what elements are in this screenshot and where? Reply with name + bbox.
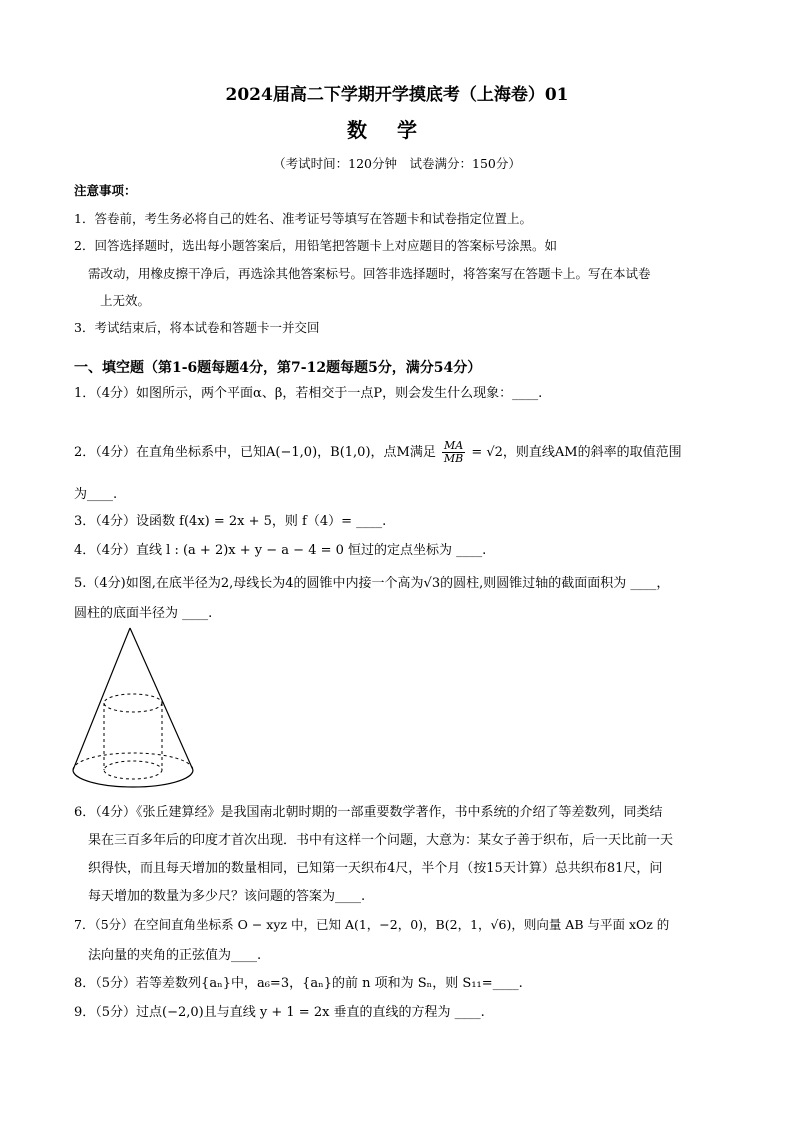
question-5-line1: 5.（4分)如图,在底半径为2,母线长为4的圆锥中内接一个高为√3的圆柱,则圆锥过轴的截面面积为 ____，	[74, 576, 670, 591]
cone-right-edge	[130, 628, 193, 770]
question-2-line2: 为____.	[74, 487, 118, 502]
subject-title: 数学	[347, 118, 447, 142]
fraction-denominator: MB	[443, 452, 464, 465]
note-item-2b: 需改动，用橡皮擦干净后，再选涂其他答案标号。回答非选择题时，将答案写在答题卡上。写在本试卷	[88, 266, 651, 281]
notes-heading: 注意事项：	[74, 183, 137, 198]
question-6-line3: 织得快，而且每天增加的数量相同，已知第一天织布4尺，半个月（按15天计算）总共织布81尺，问	[88, 861, 663, 876]
note-item-1: 1．答卷前，考生务必将自己的姓名、准考证号等填写在答题卡和试卷指定位置上。	[74, 211, 532, 226]
note-item-3: 3．考试结束后，将本试卷和答题卡一并交回	[74, 320, 320, 335]
cone-cylinder-figure	[68, 622, 208, 792]
question-1: 1．（4分）如图所示，两个平面α、β，若相交于一点P，则会发生什么现象：____.	[74, 386, 543, 401]
note-item-2a: 2．回答选择题时，选出每小题答案后，用铅笔把答题卡上对应题目的答案标号涂黑。如	[74, 238, 557, 253]
question-2-suffix: = √2，则直线AM的斜率的取值范围	[471, 445, 682, 460]
question-6-line4: 每天增加的数量为多少尺？该问题的答案为____.	[88, 889, 366, 904]
question-4: 4．（4分）直线 l : (a + 2)x + y − a − 4 = 0 恒过的定点坐标为 ____.	[74, 543, 487, 558]
question-8: 8．（5分）若等差数列{aₙ}中，a₆=3，{aₙ}的前 n 项和为 Sₙ，则 S₁₁=____.	[74, 976, 523, 991]
cone-left-edge	[73, 628, 130, 770]
question-6-line2: 果在三百多年后的印度才首次出现．书中有这样一个问题，大意为：某女子善于织布，后一天比前一天	[88, 833, 674, 848]
cylinder-bottom	[104, 761, 162, 779]
cylinder-top	[104, 694, 162, 712]
exam-title: 2024届高二下学期开学摸底考（上海卷）01	[225, 85, 569, 105]
note-item-2c: 上无效。	[100, 293, 151, 308]
question-2-prefix: 2．（4分）在直角坐标系中，已知A(−1,0)，B(1,0)，点M满足	[74, 445, 436, 460]
question-6-line1: 6．（4分）《张丘建算经》是我国南北朝时期的一部重要数学著作，书中系统的介绍了等差数列，同类结	[74, 805, 663, 820]
cone-base-back	[73, 753, 193, 770]
question-2-line1	[74, 440, 682, 465]
question-7-line1: 7．（5分）在空间直角坐标系 O − xyz 中，已知 A(1，−2，0)，B(2，1，√6)，则向量 AB 与平面 xOz 的	[74, 917, 670, 932]
question-7-line2: 法向量的夹角的正弦值为____.	[88, 948, 262, 963]
fraction-numerator: MA	[443, 439, 464, 452]
exam-info: （考试时间：120分钟 试卷满分：150分）	[273, 156, 521, 171]
section-1-heading: 一、填空题（第1-6题每题4分，第7-12题每题5分，满分54分）	[74, 360, 482, 376]
ratio-fraction	[442, 440, 465, 465]
question-9: 9．（5分）过点(−2,0)且与直线 y + 1 = 2x 垂直的直线的方程为 ____.	[74, 1005, 485, 1020]
question-5-line2: 圆柱的底面半径为 ____.	[74, 606, 213, 621]
question-3: 3．（4分）设函数 f(4x) = 2x + 5，则 f（4）= ____.	[74, 514, 387, 529]
